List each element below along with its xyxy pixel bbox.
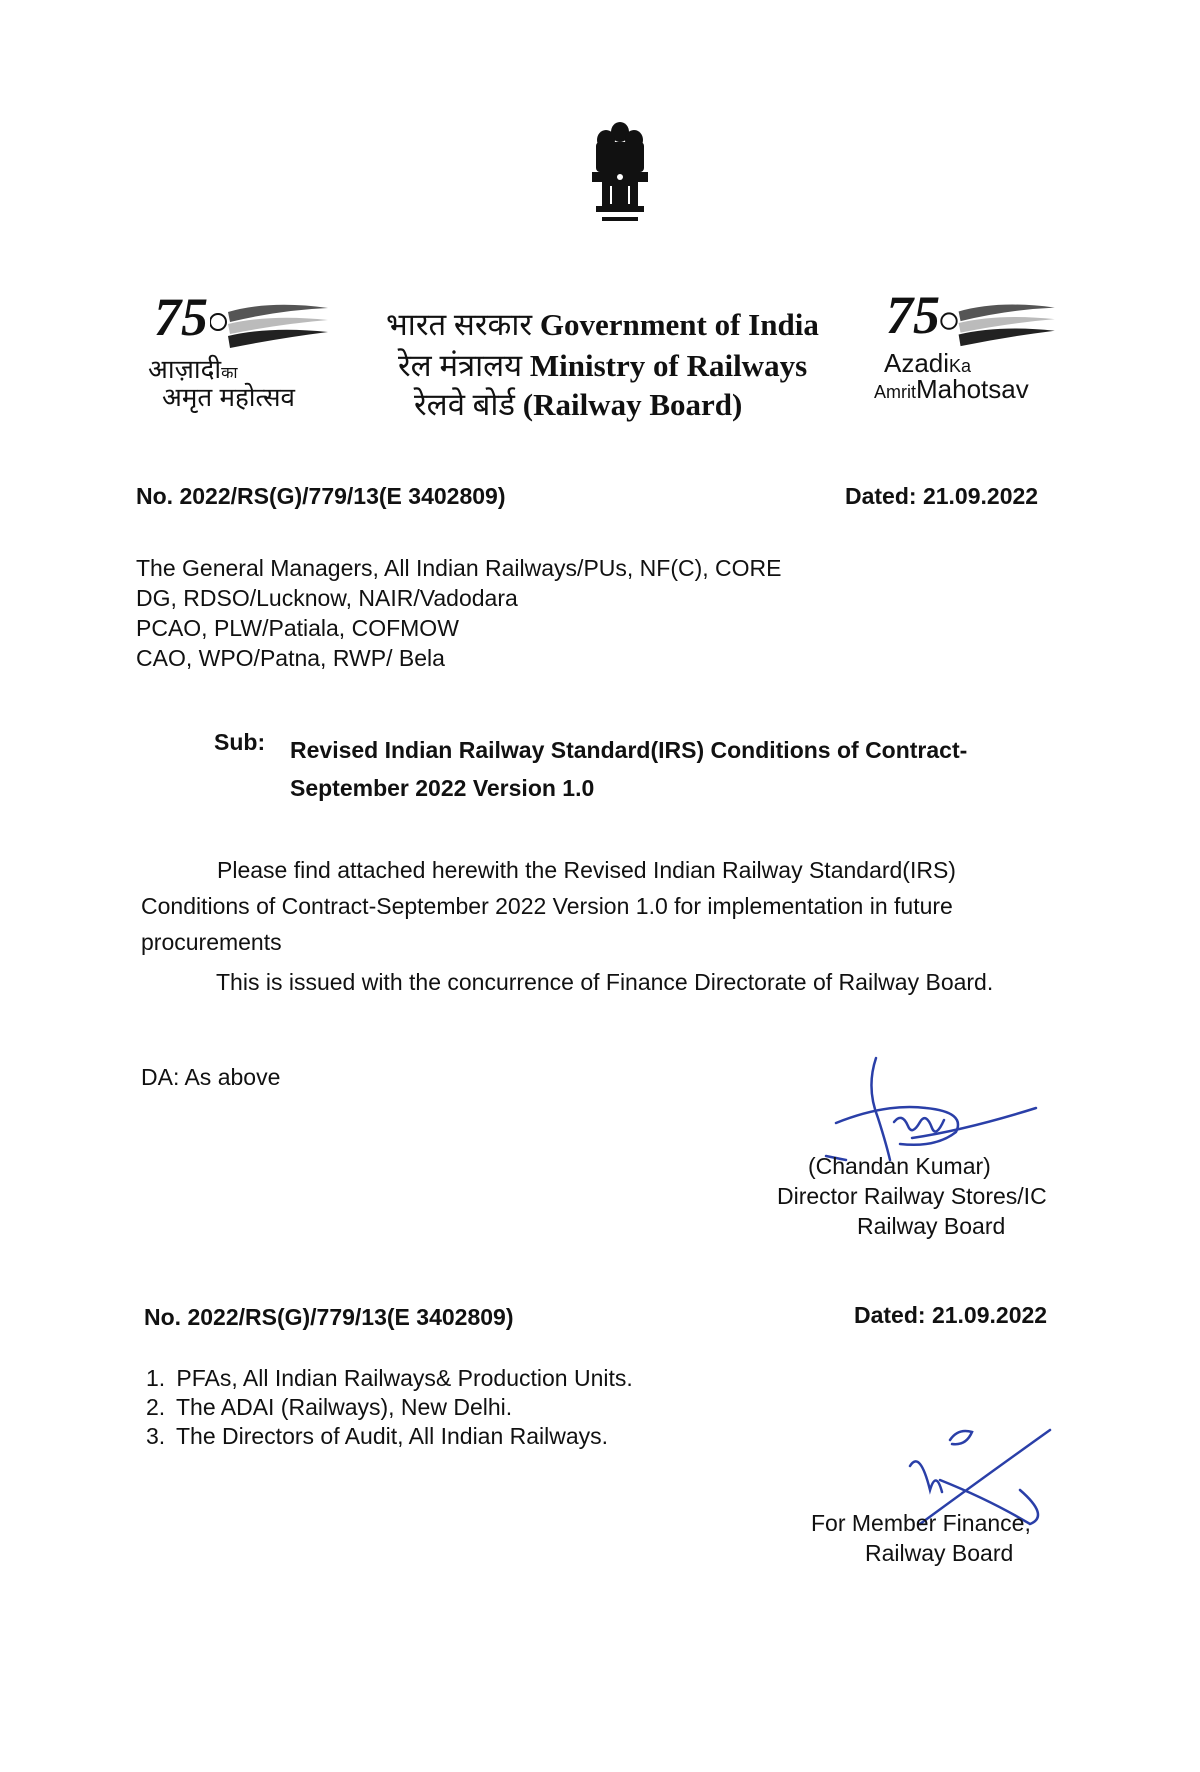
header-english-3: (Railway Board): [522, 387, 743, 422]
reference-number: No. 2022/RS(G)/779/13(E 3402809): [136, 483, 506, 509]
signatory-title: Director Railway Stores/IC: [777, 1183, 1047, 1209]
azadi-ka-amrit-mahotsav-logo-hindi: [148, 287, 338, 412]
addressee-line: PCAO, PLW/Patiala, COFMOW: [136, 615, 459, 641]
logo-number: 75: [886, 285, 940, 345]
header-line-2: [398, 350, 807, 381]
logo-word-2: Mahotsav: [916, 374, 1029, 404]
subject-label: Sub:: [214, 729, 266, 755]
tricolour-wave-icon: [210, 298, 330, 350]
logo-word: Azadi: [884, 348, 950, 378]
national-emblem-icon: [588, 120, 652, 224]
body-paragraph-2: This is issued with the concurrence of Finance Directorate of Railway Board.: [216, 969, 994, 995]
handwritten-signature-1: [816, 1048, 1046, 1168]
signatory-for: For Member Finance,: [811, 1510, 1031, 1536]
logo-word-2: अमृत महोत्सव: [162, 382, 296, 412]
header-line-3: [414, 389, 742, 420]
subject-line-2: September 2022 Version 1.0: [290, 775, 595, 801]
item-text: The ADAI (Railways), New Delhi.: [175, 1394, 513, 1420]
logo-word: आज़ादी: [148, 354, 222, 384]
azadi-ka-amrit-mahotsav-logo-english: [870, 285, 1070, 408]
header-english-1: Government of India: [539, 307, 819, 342]
addressee-list: [136, 553, 782, 673]
enclosure-note: DA: As above: [141, 1064, 281, 1090]
letter-date: Dated: 21.09.2022: [845, 483, 1039, 509]
copy-to-item: [146, 1422, 633, 1451]
reference-number-copy: No. 2022/RS(G)/779/13(E 3402809): [144, 1304, 514, 1330]
subject-line-1: Revised Indian Railway Standard(IRS) Conditions of Contract-: [290, 737, 968, 763]
copy-to-list: [146, 1364, 633, 1451]
header-hindi-2: रेल मंत्रालय: [398, 348, 523, 383]
addressee-line: DG, RDSO/Lucknow, NAIR/Vadodara: [136, 585, 518, 611]
item-number: 2.: [146, 1394, 166, 1420]
item-text: The Directors of Audit, All Indian Railways.: [175, 1423, 609, 1449]
header-hindi-3: रेलवे बोर्ड: [414, 387, 515, 422]
body-text-1: Please find attached herewith the Revised Indian Railway Standard(IRS) Conditions of Contract-September 2022 Version 1.0 for implementation in future procurements: [141, 857, 956, 955]
logo-word-small: Ka: [949, 356, 972, 376]
signatory-organisation-copy: Railway Board: [865, 1540, 1014, 1566]
signatory-organisation: Railway Board: [857, 1213, 1006, 1239]
body-paragraph-1: [141, 852, 1041, 960]
copy-to-item: [146, 1393, 633, 1422]
addressee-line: The General Managers, All Indian Railways/PUs, NF(C), CORE: [136, 555, 782, 581]
header-line-1: [386, 309, 819, 340]
header-hindi-1: भारत सरकार: [386, 307, 533, 342]
logo-number: 75: [154, 287, 208, 347]
addressee-line: CAO, WPO/Patna, RWP/ Bela: [136, 645, 445, 671]
logo-word-small: का: [221, 365, 238, 382]
item-number: 1.: [146, 1365, 166, 1391]
letter-date-copy: Dated: 21.09.2022: [854, 1302, 1048, 1328]
subject-text: [290, 731, 967, 807]
copy-to-item: [146, 1364, 633, 1393]
logo-word-small-2: Amrit: [874, 382, 916, 402]
header-english-2: Ministry of Railways: [529, 348, 808, 383]
item-number: 3.: [146, 1423, 166, 1449]
item-text: PFAs, All Indian Railways& Production Units.: [176, 1365, 633, 1391]
signatory-name: (Chandan Kumar): [808, 1153, 991, 1179]
tricolour-wave-icon: [940, 298, 1058, 348]
